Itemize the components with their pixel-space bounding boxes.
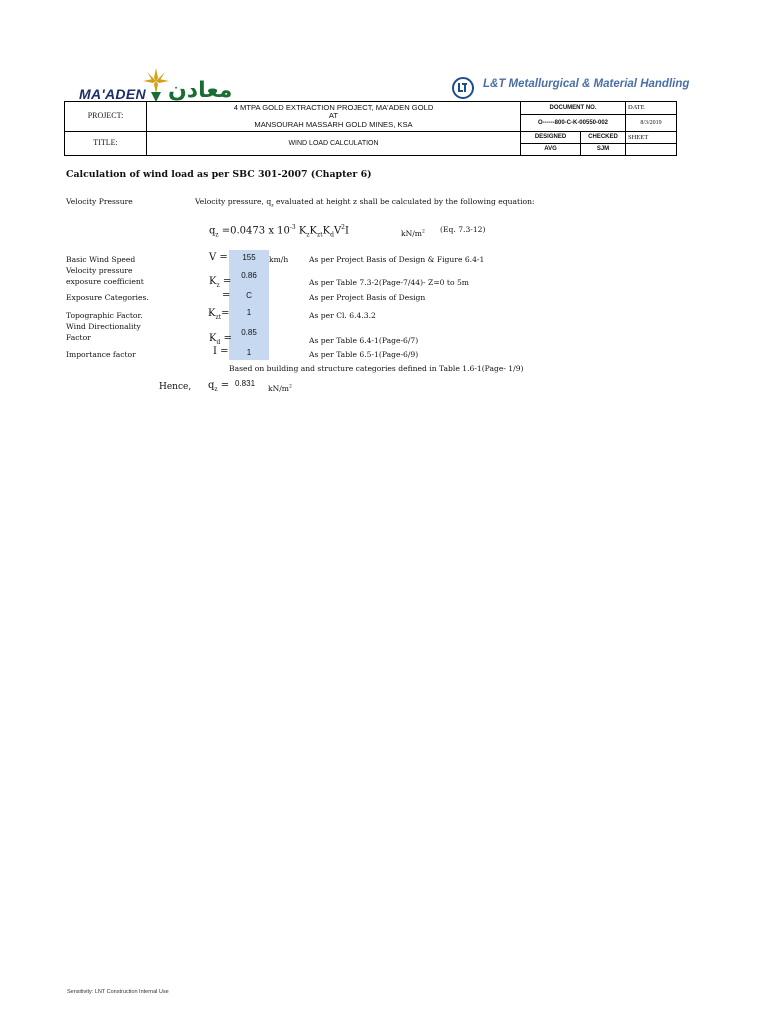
checked-label: CHECKED	[581, 132, 626, 144]
input-values-highlight	[229, 250, 269, 360]
kd-label-line2: Factor	[66, 333, 91, 342]
wind-speed-value[interactable]: 155	[242, 253, 256, 262]
kzt-value[interactable]: 1	[246, 308, 252, 317]
document-no-label: DOCUMENT NO.	[521, 102, 626, 115]
exposure-symbol: =	[222, 290, 231, 301]
result-symbol: $q_z$ =	[208, 380, 230, 393]
topographic-factor-label: Topographic Factor.	[66, 311, 143, 320]
project-name	[147, 102, 521, 132]
wind-speed-reference: As per Project Basis of Design & Figure 6.4-1	[309, 255, 485, 264]
kd-reference: As per Table 6.4-1(Page-6/7)	[309, 336, 419, 345]
kzt-symbol: $K_{zt}=$	[208, 308, 230, 321]
kzt-reference: As per Cl. 6.4.3.2	[309, 311, 376, 320]
exposure-value[interactable]: C	[246, 291, 252, 300]
date-value: 8/3/2019	[626, 115, 677, 132]
importance-factor-label: Importance factor	[66, 350, 136, 359]
document-no: O------800-C-K-00550-002	[521, 115, 626, 132]
title-value: WIND LOAD CALCULATION	[147, 132, 521, 156]
kz-value[interactable]: 0.86	[241, 271, 257, 280]
velocity-pressure-equation: $q_z =0.0473$ x $10^{-3}$ $K_zK_{zt}K_dV^2I$	[209, 224, 349, 239]
sheet-label: SHEET	[626, 132, 677, 144]
sensitivity-footer: Sensitivity: LNT Construction Internal Use	[67, 989, 169, 995]
velocity-pressure-description: Velocity pressure, $q_z$ evaluated at height z shall be calculated by the following equation:	[195, 197, 535, 209]
project-label: PROJECT:	[65, 102, 147, 132]
result-unit: $kN/m^2$	[268, 384, 292, 393]
equation-unit: $kN/m^2$	[401, 229, 425, 238]
equation-reference: (Eq. 7.3-12)	[440, 225, 486, 234]
title-label: TITLE:	[65, 132, 147, 156]
designed-value: AVG	[521, 144, 581, 156]
wind-speed-symbol: V =	[209, 252, 228, 263]
result-value: 0.831	[235, 379, 256, 388]
kz-symbol: $K_z$ =	[209, 276, 232, 289]
kd-value[interactable]: 0.85	[241, 328, 257, 337]
kd-symbol: $K_d$ =	[209, 333, 232, 346]
importance-note: Based on building and structure categories defined in Table 1.6-1(Page- 1/9)	[229, 364, 524, 373]
designed-label: DESIGNED	[521, 132, 581, 144]
basic-wind-speed-label: Basic Wind Speed	[66, 255, 136, 264]
maaden-arabic-logo: معادن	[168, 78, 233, 103]
kd-label-line1: Wind Directionality	[66, 322, 141, 331]
velocity-pressure-label: Velocity Pressure	[66, 197, 133, 206]
checked-value: SJM	[581, 144, 626, 156]
project-line-1: 4 MTPA GOLD EXTRACTION PROJECT, MA'ADEN GOLD	[233, 102, 434, 112]
page-heading: Calculation of wind load as per SBC 301-2007 (Chapter 6)	[66, 169, 372, 180]
kz-label-line1: Velocity pressure	[66, 266, 133, 275]
date-label: DATE	[626, 102, 677, 115]
maaden-logo-text: MA'ADEN	[79, 86, 146, 102]
hence-label: Hence,	[159, 382, 192, 392]
importance-value[interactable]: 1	[246, 348, 252, 357]
kz-reference: As per Table 7.3-2(Page-7/44)- Z=0 to 5m	[309, 278, 469, 287]
project-line-2: AT	[328, 111, 339, 121]
importance-reference: As per Table 6.5-1(Page-6/9)	[309, 350, 419, 359]
header-table	[64, 101, 677, 156]
exposure-category-label: Exposure Categories.	[66, 293, 149, 302]
project-line-3: MANSOURAH MASSARH GOLD MINES, KSA	[254, 119, 413, 129]
importance-symbol: I =	[213, 346, 229, 357]
exposure-reference: As per Project Basis of Design	[309, 293, 426, 302]
wind-speed-unit: km/h	[269, 255, 289, 264]
kz-label-line2: exposure coefficient	[66, 277, 144, 286]
sheet-value	[626, 144, 677, 156]
maaden-star-icon	[142, 68, 170, 102]
lt-brand-text: L&T Metallurgical & Material Handling	[483, 78, 690, 90]
lt-logo-icon	[452, 77, 474, 99]
